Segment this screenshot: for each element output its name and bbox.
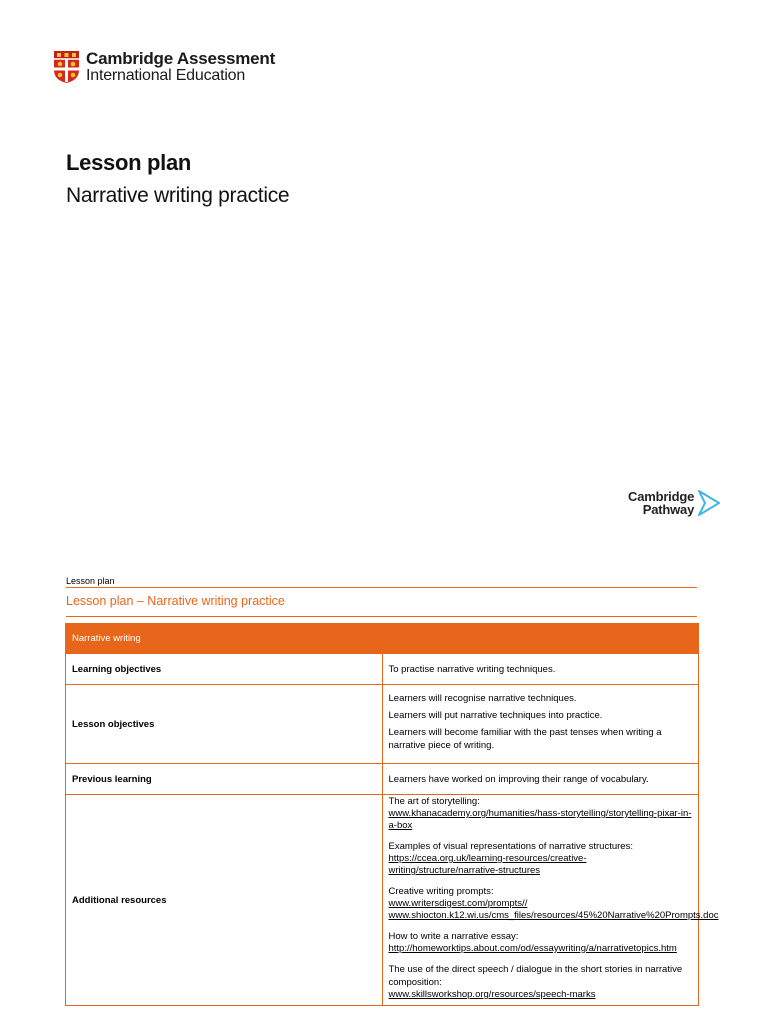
lesson-plan-table (65, 623, 719, 1006)
resource-title: How to write a narrative essay: (388, 931, 519, 942)
resource-item (389, 840, 693, 877)
cambridge-logo (53, 48, 275, 86)
resource-item (389, 795, 693, 832)
pathway-arrow-icon (697, 489, 721, 517)
pathway-line2: Pathway (642, 502, 695, 517)
resource-title: The art of storytelling: (388, 796, 480, 807)
table-header-row (66, 624, 699, 654)
table-row (66, 764, 699, 795)
cambridge-pathway-logo (628, 489, 721, 517)
learning-objectives-label: Learning objectives (66, 654, 383, 685)
cambridge-crest-icon (53, 50, 80, 84)
pathway-line1: Cambridge (628, 489, 695, 504)
lesson-objectives-value (382, 685, 699, 764)
org-name: Cambridge Assessment (86, 49, 276, 68)
table-header: Narrative writing (66, 624, 699, 654)
lesson-objective-item: Learners will put narrative techniques into practice. (388, 710, 603, 721)
resource-link[interactable]: www.skillsworkshop.org/resources/speech-marks (388, 989, 596, 1000)
resource-title: Examples of visual representations of narrative structures: (388, 841, 633, 852)
table-row (66, 654, 699, 685)
previous-learning-value: Learners have worked on improving their range of vocabulary. (382, 764, 699, 795)
resource-item (389, 963, 693, 1001)
resource-link[interactable]: http://homeworktips.about.com/od/essaywriting/a/narrativetopics.htm (388, 943, 677, 954)
lesson-objective-item: Learners will recognise narrative techniques. (388, 693, 577, 704)
resource-title: Creative writing prompts: (388, 886, 494, 897)
resource-link[interactable]: www.khanacademy.org/humanities/hass-storytelling/storytelling-pixar-in-a-box (388, 808, 692, 831)
additional-resources-value (382, 795, 719, 1006)
resource-link[interactable]: www.writersdigest.com/prompts// (388, 898, 528, 909)
resource-item (389, 930, 693, 955)
lesson-objectives-label: Lesson objectives (66, 685, 383, 764)
resource-item (388, 885, 719, 922)
lesson-objective-item: Learners will become familiar with the past tenses when writing a narrative piece of writing. (388, 727, 662, 751)
additional-resources-label: Additional resources (66, 795, 383, 1006)
resource-title: The use of the direct speech / dialogue in the short stories in narrative composition: (388, 964, 683, 988)
document-title: Lesson plan (66, 150, 192, 175)
table-row (66, 685, 699, 764)
running-header: Lesson plan (66, 576, 115, 586)
org-subname: International Education (86, 67, 246, 84)
resource-link[interactable]: https://ccea.org.uk/learning-resources/creative-writing/structure/narrative-structures (388, 853, 587, 876)
heading-rule (66, 616, 697, 617)
resource-link[interactable]: www.shiocton.k12.wi.us/cms_files/resources/45%20Narrative%20Prompts.doc (388, 910, 719, 921)
previous-learning-label: Previous learning (66, 764, 383, 795)
document-subtitle: Narrative writing practice (66, 184, 290, 207)
learning-objectives-value: To practise narrative writing techniques. (382, 654, 699, 685)
section-heading: Lesson plan – Narrative writing practice (66, 594, 285, 608)
header-rule (66, 587, 697, 588)
table-row (66, 795, 699, 1006)
